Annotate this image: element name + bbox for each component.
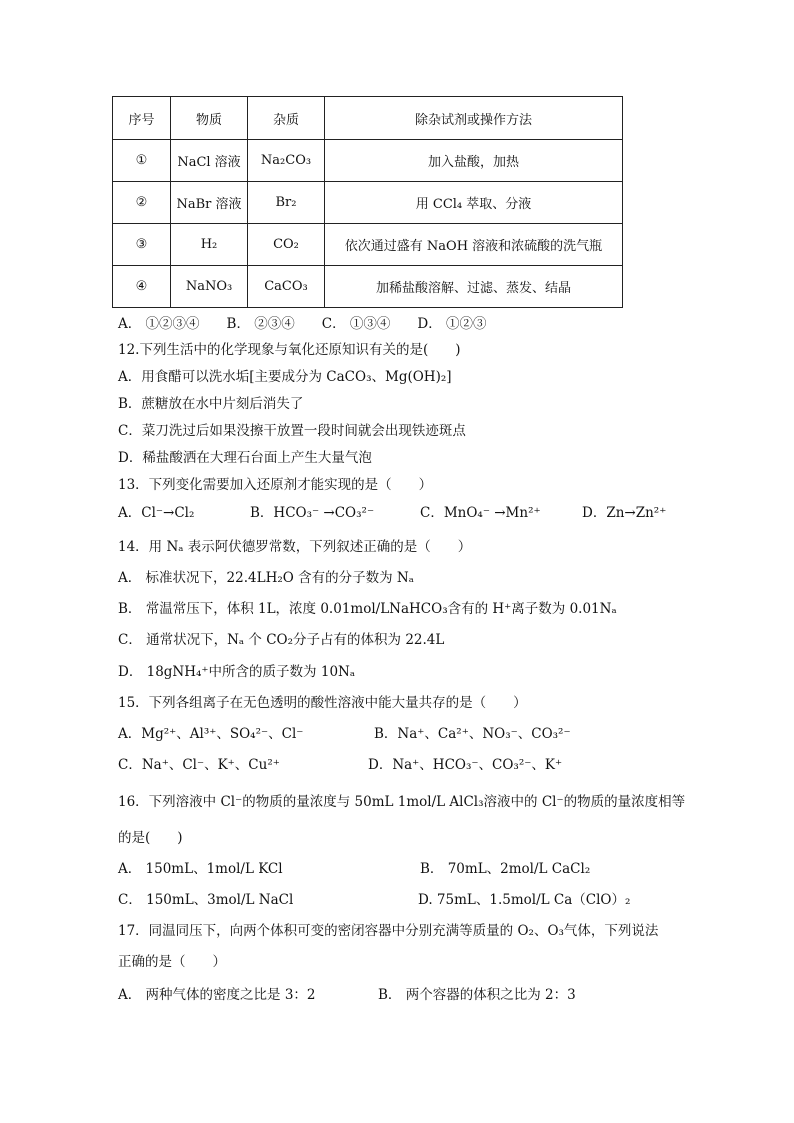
q14-option-b: B． 常温常压下，体积 1L，浓度 0.01mol/LNaHCO₃含有的 H⁺离子数为 0.01Nₐ xyxy=(118,601,617,617)
cell-impurity: CaCO₃ xyxy=(248,266,325,308)
q17-option-b: B． 两个容器的体积之比为 2：3 xyxy=(378,987,576,1003)
q16-stem-cont: 的是( ) xyxy=(118,830,183,846)
q17-stem-cont: 正确的是（ ） xyxy=(118,954,226,970)
table-row xyxy=(113,182,623,224)
q14-stem: 14．用 Nₐ 表示阿伏德罗常数，下列叙述正确的是（ ） xyxy=(118,539,472,555)
q13-option-b: B．HCO₃⁻ →CO₃²⁻ xyxy=(250,505,375,521)
cell-method: 依次通过盛有 NaOH 溶液和浓硫酸的洗气瓶 xyxy=(325,224,623,266)
cell-impurity: CO₂ xyxy=(248,224,325,266)
q13-option-d: D．Zn→Zn²⁺ xyxy=(582,505,667,521)
header-impurity: 杂质 xyxy=(248,97,325,140)
table-header-row xyxy=(113,97,623,140)
cell-method: 加稀盐酸溶解、过滤、蒸发、结晶 xyxy=(325,266,623,308)
q12-option-b: B．蔗糖放在水中片刻后消失了 xyxy=(118,396,304,412)
cell-impurity: Na₂CO₃ xyxy=(248,140,325,182)
q12-option-d: D．稀盐酸洒在大理石台面上产生大量气泡 xyxy=(118,450,372,466)
q13-stem: 13．下列变化需要加入还原剂才能实现的是（ ） xyxy=(118,477,433,493)
q11-options: A． ①②③④ B． ②③④ C． ①③④ D． ①②③ xyxy=(118,316,487,332)
q14-option-c: C． 通常状况下，Nₐ 个 CO₂分子占有的体积为 22.4L xyxy=(118,632,445,648)
q15-stem: 15．下列各组离子在无色透明的酸性溶液中能大量共存的是（ ） xyxy=(118,695,527,711)
cell-substance: H₂ xyxy=(171,224,248,266)
q13-option-c: C．MnO₄⁻ →Mn²⁺ xyxy=(420,505,541,521)
q15-option-b: B．Na⁺、Ca²⁺、NO₃⁻、CO₃²⁻ xyxy=(374,726,571,742)
cell-method: 用 CCl₄ 萃取、分液 xyxy=(325,182,623,224)
q14-option-d: D． 18gNH₄⁺中所含的质子数为 10Nₐ xyxy=(118,664,356,680)
cell-index: ③ xyxy=(113,224,171,266)
header-method: 除杂试剂或操作方法 xyxy=(325,97,623,140)
q15-option-d: D．Na⁺、HCO₃⁻、CO₃²⁻、K⁺ xyxy=(368,757,563,773)
cell-index: ② xyxy=(113,182,171,224)
cell-index: ④ xyxy=(113,266,171,308)
cell-substance: NaNO₃ xyxy=(171,266,248,308)
q12-option-a: A．用食醋可以洗水垢[主要成分为 CaCO₃、Mg(OH)₂] xyxy=(118,369,452,385)
table-row xyxy=(113,224,623,266)
table-row xyxy=(113,266,623,308)
q16-option-a: A． 150mL、1mol/L KCl xyxy=(118,861,283,877)
header-substance: 物质 xyxy=(171,97,248,140)
q17-stem: 17．同温同压下，向两个体积可变的密闭容器中分别充满等质量的 O₂、O₃气体，下列说法 xyxy=(118,923,659,939)
q14-option-a: A． 标准状况下，22.4LH₂O 含有的分子数为 Nₐ xyxy=(118,570,414,586)
q16-stem: 16．下列溶液中 Cl⁻的物质的量浓度与 50mL 1mol/L AlCl₃溶液中的 Cl⁻的物质的量浓度相等 xyxy=(118,794,686,810)
cell-substance: NaCl 溶液 xyxy=(171,140,248,182)
cell-substance: NaBr 溶液 xyxy=(171,182,248,224)
q15-option-a: A．Mg²⁺、Al³⁺、SO₄²⁻、Cl⁻ xyxy=(118,726,304,742)
cell-impurity: Br₂ xyxy=(248,182,325,224)
cell-method: 加入盐酸，加热 xyxy=(325,140,623,182)
q15-option-c: C．Na⁺、Cl⁻、K⁺、Cu²⁺ xyxy=(118,757,280,773)
header-index: 序号 xyxy=(113,97,171,140)
q13-option-a: A．Cl⁻→Cl₂ xyxy=(118,505,195,521)
q12-stem: 12.下列生活中的化学现象与氧化还原知识有关的是( ) xyxy=(118,342,461,358)
q16-option-b: B． 70mL、2mol/L CaCl₂ xyxy=(420,861,591,877)
q12-option-c: C．菜刀洗过后如果没擦干放置一段时间就会出现铁迹斑点 xyxy=(118,423,466,439)
q11-table xyxy=(112,96,623,308)
q17-option-a: A． 两种气体的密度之比是 3：2 xyxy=(118,987,316,1003)
q16-option-d: D. 75mL、1.5mol/L Ca（ClO）₂ xyxy=(418,892,631,908)
q16-option-c: C． 150mL、3mol/L NaCl xyxy=(118,892,294,908)
cell-index: ① xyxy=(113,140,171,182)
table-row xyxy=(113,140,623,182)
